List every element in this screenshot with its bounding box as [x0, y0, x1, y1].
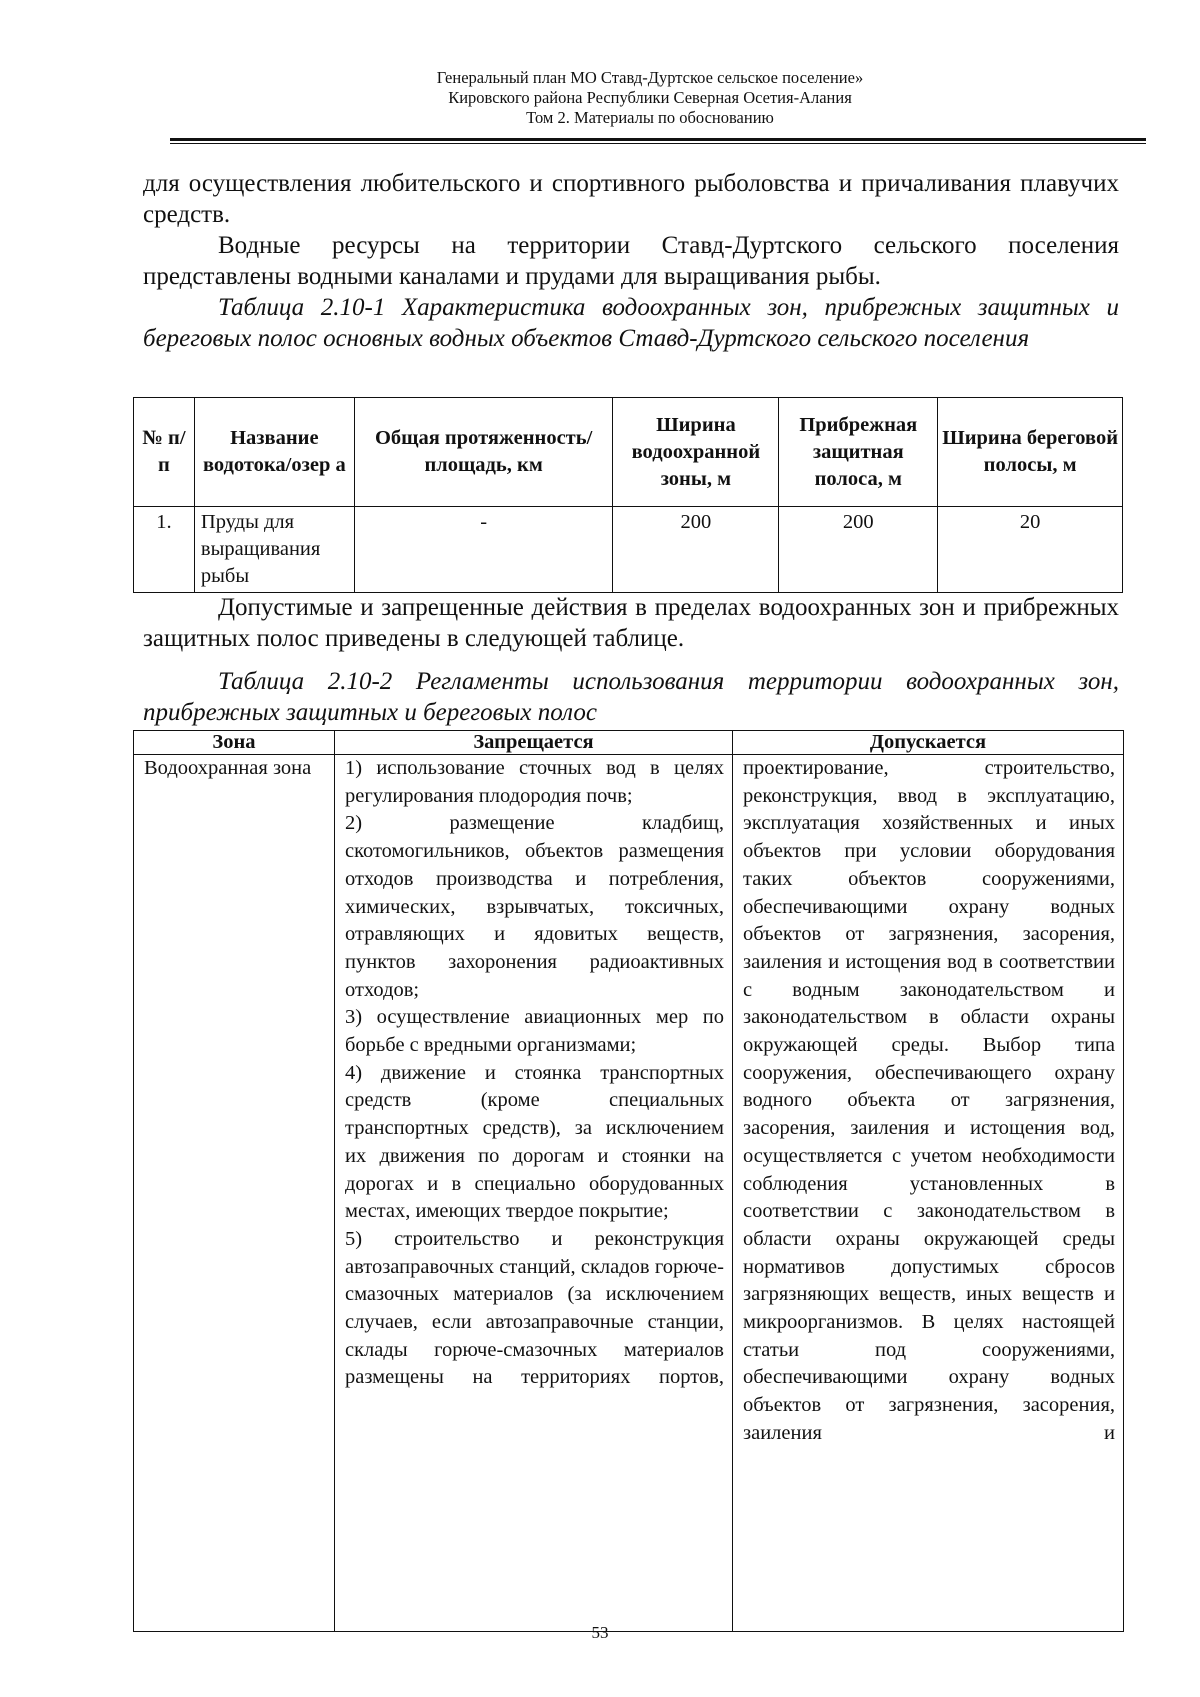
prohibited-item-1: 1) использование сточных вод в целях регулирования плодородия почв;	[345, 757, 724, 807]
col-protection-zone-header: Ширина водоохранной зоны, м	[613, 398, 779, 507]
prohibited-item-3: 3) осуществление авиационных мер по борьбе с вредными организмами;	[345, 1006, 724, 1057]
prohibited-item-4: 4) движение и стоянка транспортных средств (кроме специальных транспортных средств), за исключением их движения по дорогам и стоянки на дорогах и в специально оборудованных местах, имеющих твердое покрытие;	[345, 1061, 724, 1223]
cell-coastal-strip: 200	[779, 507, 938, 593]
col-length-header: Общая протяженность/ площадь, км	[354, 398, 613, 507]
col-number-header: № п/п	[134, 398, 195, 507]
col-name-header: Название водотока/озер а	[194, 398, 354, 507]
cell-protection-zone: 200	[613, 507, 779, 593]
cell-prohibited	[335, 755, 733, 1632]
prohibited-item-5: 5) строительство и реконструкция автозаправочных станций, складов горюче-смазочных материалов (за исключением случаев, если автозаправочные станции, склады горюче-смазочных материалов размещены на территориях портов,	[345, 1227, 724, 1389]
col-shore-strip-header: Ширина береговой полосы, м	[938, 398, 1123, 507]
table-1-caption: Таблица 2.10-1 Характеристика водоохранных зон, прибрежных защитных и береговых полос основных водных объектов Ставд-Дуртского сельского поселения	[143, 294, 1119, 352]
col-zone-header: Зона	[134, 731, 335, 755]
cell-zone: Водоохранная зона	[134, 755, 335, 1632]
table-row	[134, 755, 1124, 1632]
col-prohibited-header: Запрещается	[335, 731, 733, 755]
cell-name: Пруды для выращивания рыбы	[194, 507, 354, 593]
allowed-text: проектирование, строительство, реконструкция, ввод в эксплуатацию, эксплуатация хозяйственных и иных объектов при условии оборудования таких объектов сооружениями, обеспечивающими охрану водных объектов от загрязнения, засорения, заиления и истощения вод в соответствии с водным законодательством и законодательством в области охраны окружающей среды. Выбор типа сооружения, обеспечивающего охрану водного объекта от загрязнения, засорения, заиления и истощения вод, осуществляется с учетом необходимости соблюдения установленных в соответствии с законодательством в области охраны окружающей среды нормативов допустимых сбросов загрязняющих веществ, иных веществ и микроорганизмов. В целях настоящей статьи под сооружениями, обеспечивающими охрану водных объектов от загрязнения, засорения, заиления и	[743, 757, 1115, 1444]
regulations-table	[133, 730, 1124, 1632]
cell-allowed	[733, 755, 1124, 1632]
col-coastal-strip-header: Прибрежная защитная полоса, м	[779, 398, 938, 507]
table-header-row	[134, 398, 1123, 507]
table-header-row	[134, 731, 1124, 755]
header-rule-thick	[170, 138, 1146, 141]
page-number: 53	[591, 1623, 609, 1642]
table-row	[134, 507, 1123, 593]
header-line-2: Кировского района Республики Северная Осетия-Алания	[448, 88, 852, 107]
cell-number: 1.	[134, 507, 195, 593]
cell-length: -	[354, 507, 613, 593]
paragraph-3: Допустимые и запрещенные действия в пределах водоохранных зон и прибрежных защитных полос приведены в следующей таблице.	[143, 594, 1119, 652]
paragraph-1: для осуществления любительского и спортивного рыболовства и причаливания плавучих средств.	[143, 170, 1119, 228]
table-2-caption: Таблица 2.10-2 Регламенты использования территории водоохранных зон, прибрежных защитных и береговых полос	[143, 668, 1119, 726]
col-allowed-header: Допускается	[733, 731, 1124, 755]
cell-shore-strip: 20	[938, 507, 1123, 593]
prohibited-item-2: 2) размещение кладбищ, скотомогильников, объектов размещения отходов производства и потребления, химических, взрывчатых, токсичных, отравляющих и ядовитых веществ, пунктов захоронения радиоактивных отходов;	[345, 812, 724, 1001]
header-line-3: Том 2. Материалы по обоснованию	[526, 108, 774, 127]
header-rule-thin	[170, 143, 1146, 144]
document-header	[170, 68, 1130, 128]
paragraph-2: Водные ресурсы на территории Ставд-Дуртского сельского поселения представлены водными каналами и прудами для выращивания рыбы.	[143, 232, 1119, 290]
header-line-1: Генеральный план МО Ставд-Дуртское сельское поселение»	[436, 68, 864, 87]
water-bodies-table	[133, 397, 1123, 593]
